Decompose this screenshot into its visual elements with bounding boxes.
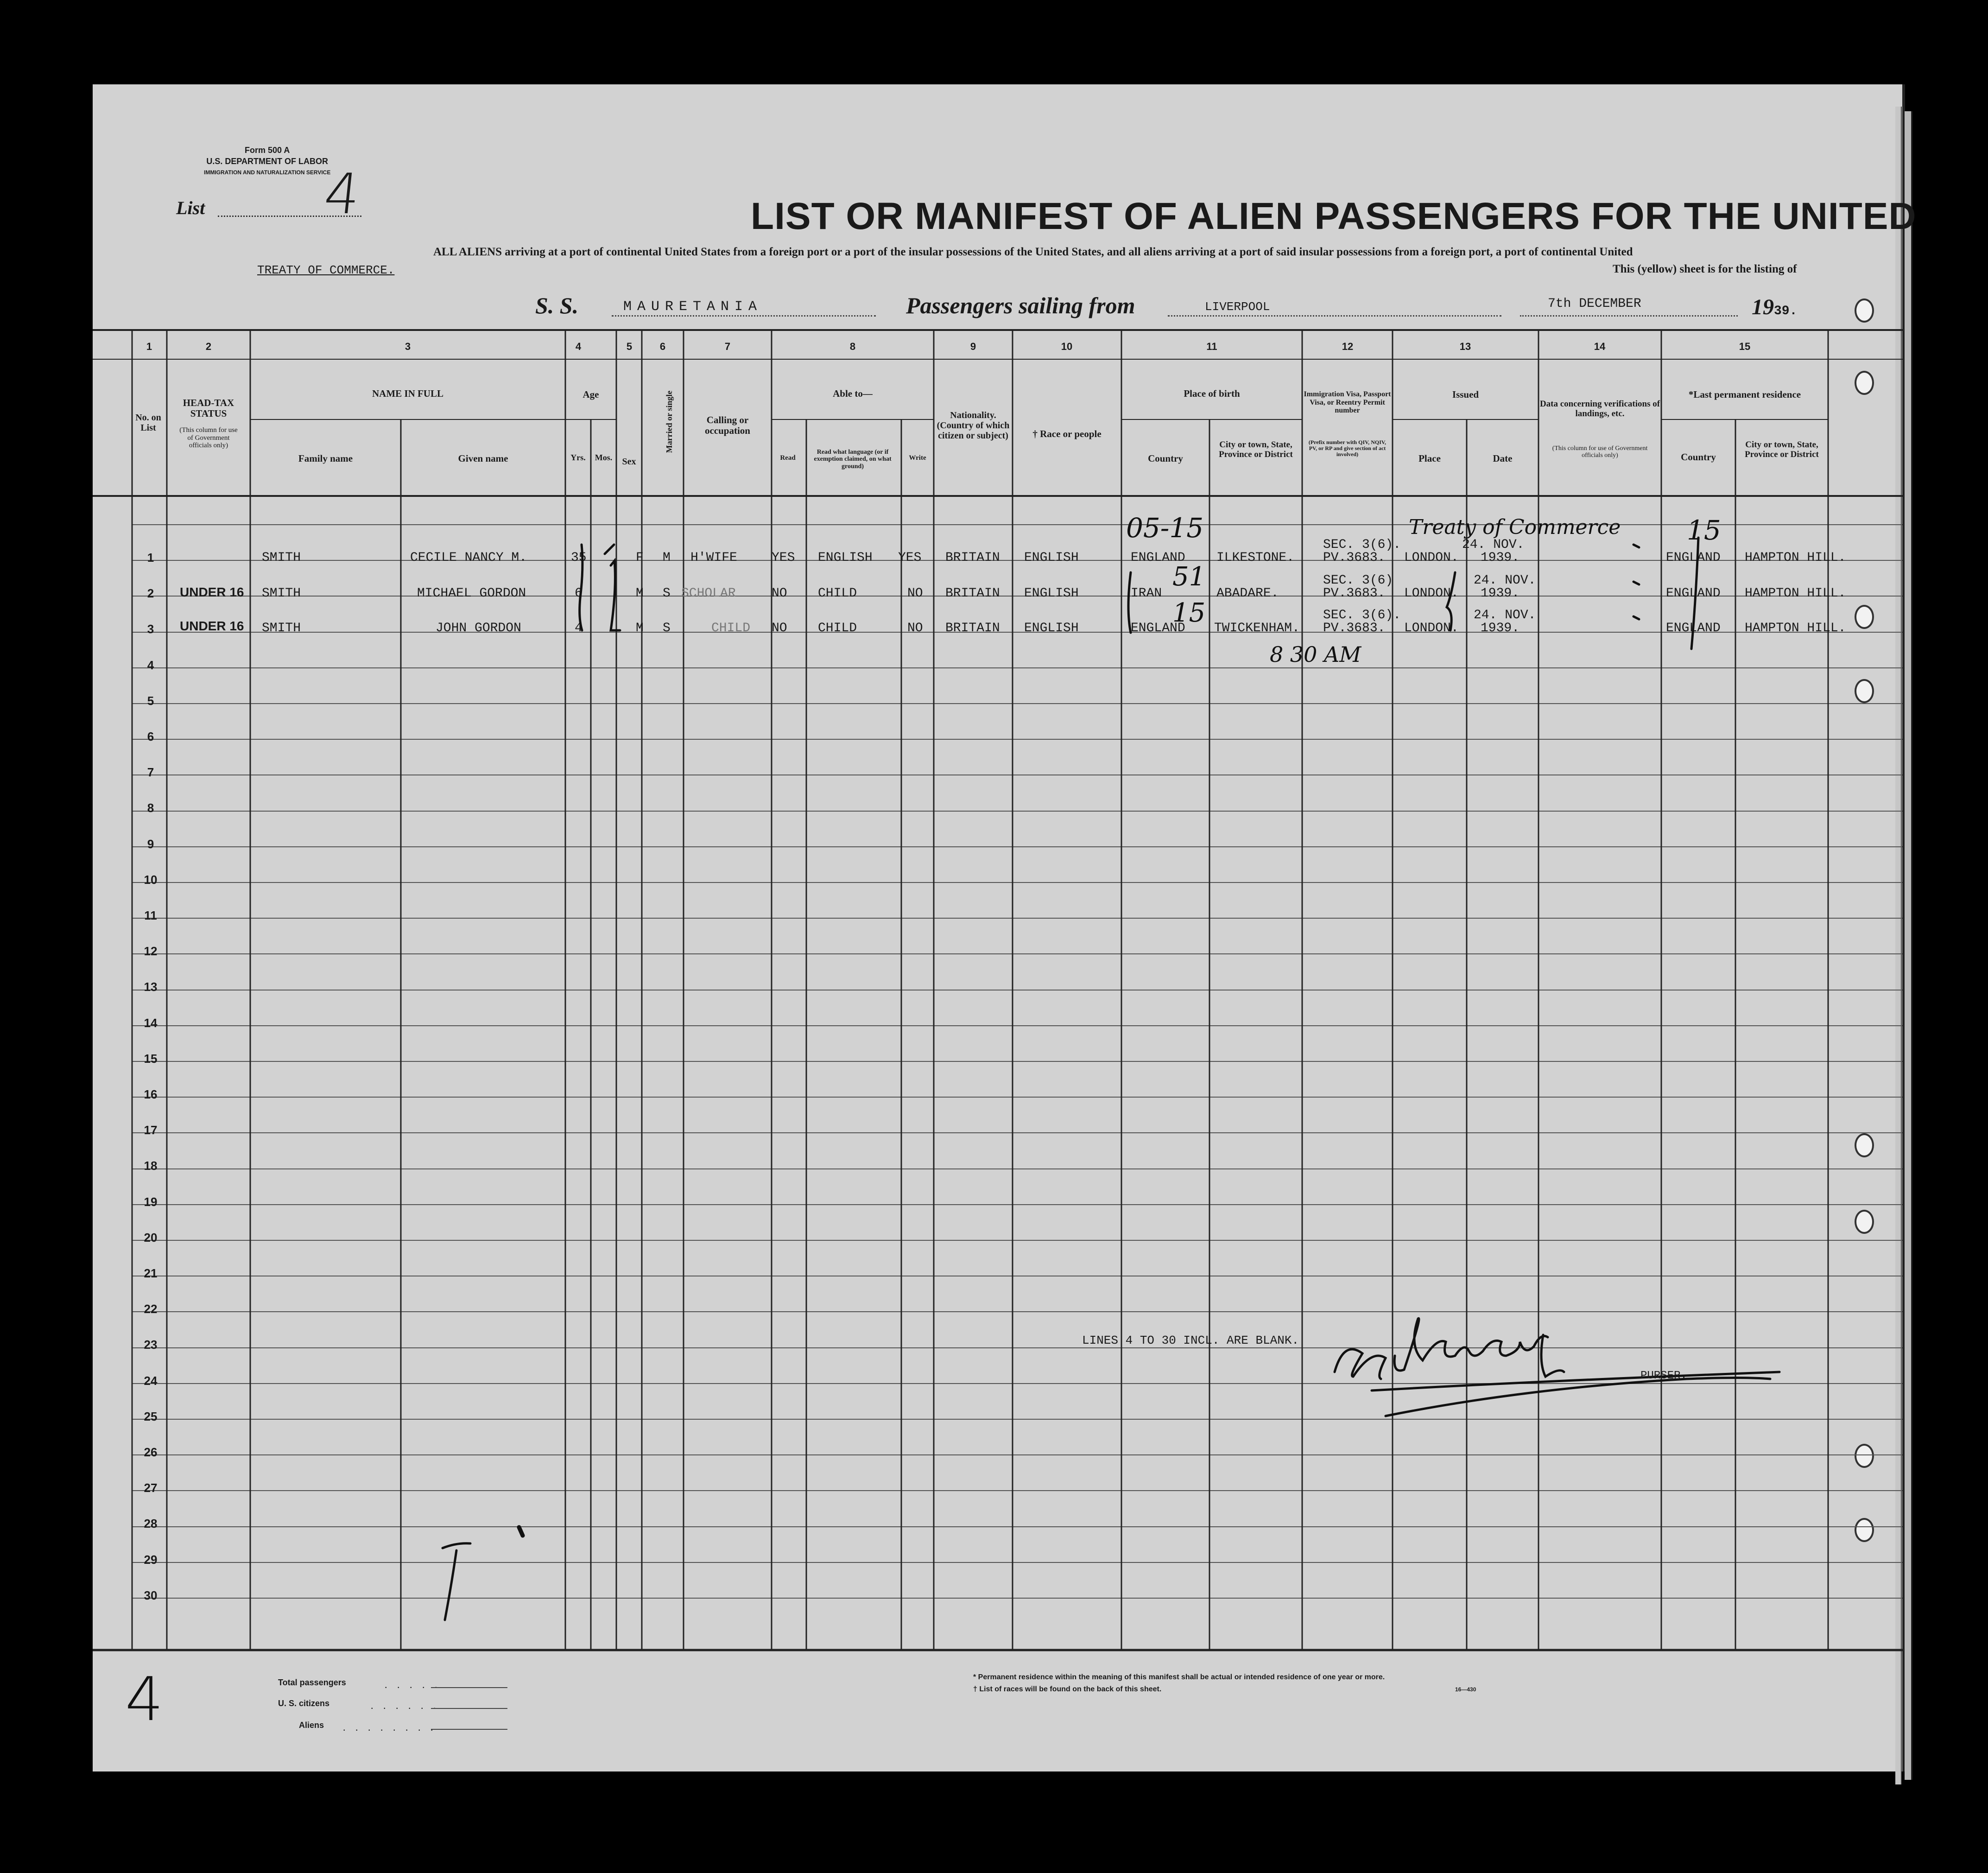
residence-city: HAMPTON HILL. — [1745, 551, 1846, 565]
signature-scrawl — [1335, 1318, 1779, 1416]
given-name: MICHAEL GORDON — [417, 586, 526, 601]
handwritten-treaty-note: Treaty of Commerce — [1409, 515, 1621, 539]
nationality: BRITAIN — [945, 586, 1000, 601]
row-number: 3 — [147, 622, 154, 636]
header-married: Married or single — [665, 390, 674, 453]
age-years: 4 — [575, 621, 582, 635]
dot-leader: . . . . . . — [371, 1700, 440, 1711]
read-language: CHILD — [818, 621, 857, 635]
header-residence-country: Country — [1681, 451, 1716, 463]
column-number: 7 — [724, 341, 731, 352]
issued-year: 1939. — [1481, 586, 1520, 601]
sex: M — [636, 586, 644, 601]
subtitle-2: This (yellow) sheet is for the listing of — [1613, 263, 1797, 275]
birth-city: ILKESTONE. — [1216, 551, 1295, 565]
header-head-tax: HEAD-TAX STATUS — [183, 397, 234, 419]
header-issued-date: Date — [1493, 453, 1513, 464]
race: ENGLISH — [1024, 621, 1079, 635]
birth-country: ENGLAND — [1131, 621, 1185, 635]
header-head-tax-note: (This column for use of Government officials only) — [179, 426, 238, 449]
sailing-date: 7th DECEMBER — [1548, 297, 1641, 311]
can-read: YES — [772, 551, 795, 565]
row-number: 12 — [144, 944, 158, 958]
blank-lines-note: LINES 4 TO 30 INCL. ARE BLANK. — [1082, 1333, 1299, 1347]
residence-country: ENGLAND — [1666, 621, 1721, 635]
residence-city: HAMPTON HILL. — [1745, 621, 1846, 635]
sailing-label: Passengers sailing from — [906, 292, 1135, 318]
sex: M — [636, 621, 644, 635]
row-number: 21 — [144, 1266, 158, 1280]
nationality: BRITAIN — [945, 551, 1000, 565]
visa-section: SEC. 3(6). — [1323, 538, 1401, 552]
header-issued-place: Place — [1418, 453, 1441, 464]
row-number: 20 — [144, 1231, 158, 1244]
verification-tick-mark — [1633, 545, 1639, 619]
row-number: 13 — [144, 980, 158, 994]
column-number: 12 — [1342, 341, 1354, 352]
birth-country: IRAN — [1131, 586, 1162, 601]
issued-day: 24. NOV. — [1474, 608, 1536, 622]
issued-place: LONDON. — [1404, 551, 1459, 565]
footer-line — [431, 1708, 507, 1709]
row-number: 4 — [147, 658, 154, 672]
row-number: 5 — [147, 694, 154, 708]
dot-leader: . . . . . . . . — [343, 1721, 437, 1733]
family-name: SMITH — [262, 551, 301, 565]
can-read: NO — [772, 621, 787, 635]
column-number: 1 — [146, 341, 152, 352]
header-given-name: Given name — [458, 453, 508, 464]
sex: F — [636, 551, 644, 565]
row-number: 25 — [144, 1410, 158, 1423]
header-write: Write — [909, 454, 926, 462]
marital-status: S — [663, 621, 671, 635]
row-number: 6 — [147, 730, 154, 743]
year-prefix: 19 — [1752, 295, 1774, 319]
issued-year: 1939. — [1481, 621, 1520, 635]
column-number: 8 — [849, 341, 856, 352]
handwritten-code: 15 — [1687, 514, 1721, 546]
treaty-label: TREATY OF COMMERCE. — [257, 263, 395, 277]
visa-number: PV.3683. — [1323, 586, 1386, 601]
dot-leader: . . . . . — [385, 1679, 441, 1690]
occupation: SCHOLAR — [681, 586, 736, 601]
row-number: 27 — [144, 1481, 158, 1495]
row-number: 22 — [144, 1302, 158, 1316]
marital-status: S — [663, 586, 671, 601]
footer-us-citizens: U. S. citizens — [278, 1699, 330, 1708]
residence-country: ENGLAND — [1666, 551, 1721, 565]
column-number: 14 — [1594, 341, 1606, 352]
purser-label: PURSER. — [1640, 1370, 1687, 1382]
header-family-name: Family name — [298, 453, 353, 464]
header-able-to: Able to— — [833, 388, 873, 399]
column-number: 2 — [205, 341, 212, 352]
row-number: 16 — [144, 1087, 158, 1101]
occupation: CHILD — [711, 621, 751, 635]
header-birth-city: City or town, State, Province or District — [1219, 440, 1293, 459]
given-name: CECILE NANCY M. — [410, 551, 527, 565]
issued-day: 24. NOV. — [1474, 573, 1536, 588]
handwritten-time-note: 8 30 AM — [1270, 642, 1361, 667]
header-verification-note: (This column for use of Government officials only) — [1552, 445, 1648, 459]
column-number: 13 — [1459, 341, 1471, 352]
header-read: Read — [780, 454, 796, 462]
family-name: SMITH — [262, 586, 301, 601]
race: ENGLISH — [1024, 586, 1079, 601]
footer-note-residence: * Permanent residence within the meaning of this manifest shall be actual or intended residence of one year or more. — [973, 1673, 1385, 1681]
issued-place: LONDON. — [1404, 621, 1459, 635]
row-number: 28 — [144, 1517, 158, 1530]
row-number: 14 — [144, 1016, 158, 1030]
birth-city: TWICKENHAM. — [1214, 621, 1300, 635]
footer-aliens: Aliens — [299, 1721, 324, 1730]
header-age: Age — [582, 389, 599, 400]
header-no-on-list: No. on List — [135, 413, 161, 433]
marital-status: M — [663, 551, 671, 565]
header-mos: Mos. — [595, 453, 613, 462]
footer-note-races: † List of races will be found on the back of this sheet. — [973, 1685, 1162, 1693]
visa-section: SEC. 3(6) — [1323, 573, 1393, 588]
row-number: 23 — [144, 1338, 158, 1352]
header-calling: Calling or occupation — [704, 414, 750, 437]
can-write: YES — [898, 551, 922, 565]
column-number: 9 — [970, 341, 976, 352]
row-number: 24 — [144, 1374, 158, 1388]
head-tax-status: UNDER 16 — [180, 619, 244, 633]
column-number: 3 — [405, 341, 411, 352]
issued-bracket-mark — [1447, 572, 1455, 630]
birth-country: ENGLAND — [1131, 551, 1185, 565]
can-write: NO — [907, 586, 923, 601]
header-residence-city: City or town, State, Province or District — [1745, 440, 1819, 459]
handwritten-page-number: 4 — [125, 1664, 164, 1734]
age-check-mark — [580, 545, 582, 630]
header-visa: Immigration Visa, Passport Visa, or Reentry Permit number — [1304, 390, 1391, 415]
ship-name: MAURETANIA — [623, 299, 763, 315]
given-name: JOHN GORDON — [436, 621, 521, 635]
form-number-text: Form 500 A — [244, 146, 290, 155]
header-nationality: Nationality. (Country of which citizen or subject) — [937, 410, 1010, 441]
tally-mark — [443, 1543, 470, 1620]
row-number: 19 — [144, 1195, 158, 1209]
header-verification: Data concerning verifications of landings, etc. — [1539, 399, 1660, 419]
port-name: LIVERPOOL — [1205, 300, 1270, 314]
list-number: 4 — [321, 162, 363, 227]
occupation: H'WIFE — [690, 551, 737, 565]
header-sex: Sex — [622, 457, 636, 467]
row-number: 10 — [144, 873, 158, 887]
birth-bracket-mark — [1128, 572, 1131, 633]
column-number: 4 — [575, 341, 582, 352]
column-number: 10 — [1061, 341, 1073, 352]
issued-day: 24. NOV. — [1462, 538, 1525, 552]
can-write: NO — [907, 621, 923, 635]
list-label: List — [176, 197, 205, 218]
row-number: 18 — [144, 1159, 158, 1173]
birth-city: ABADARE. — [1216, 586, 1279, 601]
header-place-of-birth: Place of birth — [1184, 388, 1240, 399]
issued-year: 1939. — [1481, 551, 1520, 565]
row-number: 2 — [147, 586, 154, 600]
column-number: 11 — [1206, 341, 1217, 352]
handwritten-code: 51 — [1172, 562, 1206, 592]
row-number: 11 — [144, 908, 157, 922]
header-read-language: Read what language (or if exemption claimed, on what ground) — [814, 449, 892, 470]
header-name-in-full: NAME IN FULL — [372, 388, 443, 399]
visa-number: PV.3683. — [1323, 621, 1386, 635]
footer-total-passengers: Total passengers — [278, 1678, 346, 1687]
footer-line — [431, 1729, 507, 1730]
visa-section: SEC. 3(6). — [1323, 608, 1401, 622]
header-visa-note: (Prefix number with QIV, NQIV, PV, or RP and give section of act involved) — [1308, 439, 1387, 458]
row-number: 1 — [147, 551, 154, 565]
year-suffix: 39. — [1774, 304, 1798, 318]
can-read: NO — [772, 586, 787, 601]
header-last-residence: *Last permanent residence — [1688, 389, 1801, 400]
row-number: 15 — [144, 1052, 158, 1066]
page-title: LIST OR MANIFEST OF ALIEN PASSENGERS FOR THE UNITED — [751, 195, 1917, 237]
row-number: 26 — [144, 1445, 158, 1459]
row-number: 29 — [144, 1553, 158, 1567]
service-name: IMMIGRATION AND NATURALIZATION SERVICE — [204, 169, 331, 176]
nationality: BRITAIN — [945, 621, 1000, 635]
residence-city: HAMPTON HILL. — [1745, 586, 1846, 601]
column-number: 6 — [659, 341, 666, 352]
age-years: 6 — [575, 586, 582, 601]
header-birth-country: Country — [1148, 453, 1183, 464]
residence-bracket-mark — [1691, 538, 1698, 649]
read-language: ENGLISH — [818, 551, 873, 565]
age-check-mark — [605, 545, 620, 630]
family-name: SMITH — [262, 621, 301, 635]
handwritten-code: 05-15 — [1126, 512, 1204, 544]
row-number: 9 — [147, 837, 154, 851]
row-number: 17 — [144, 1123, 158, 1137]
header-issued: Issued — [1452, 389, 1479, 400]
residence-country: ENGLAND — [1666, 586, 1721, 601]
issued-place: LONDON. — [1404, 586, 1459, 601]
header-yrs: Yrs. — [570, 453, 586, 462]
row-number: 7 — [147, 765, 154, 779]
head-tax-status: UNDER 16 — [180, 585, 244, 599]
subtitle: ALL ALIENS arriving at a port of continental United States from a foreign port or a port of the insular possessions of the United States, and all aliens arriving at a port of said insular possessions from a foreign port, a port of continental United — [433, 246, 1633, 258]
ss-label: S. S. — [535, 292, 579, 318]
tally-mark — [519, 1527, 523, 1536]
column-number: 15 — [1739, 341, 1751, 352]
handwritten-code: 15 — [1172, 598, 1206, 628]
header-race: † Race or people — [1032, 428, 1102, 439]
footer-form-code: 16—430 — [1455, 1686, 1476, 1693]
footer-line — [431, 1687, 507, 1688]
row-number: 8 — [147, 801, 154, 815]
race: ENGLISH — [1024, 551, 1079, 565]
age-years: 35 — [571, 551, 587, 565]
department-name: U.S. DEPARTMENT OF LABOR — [206, 157, 328, 166]
read-language: CHILD — [818, 586, 857, 601]
visa-number: PV.3683. — [1323, 551, 1386, 565]
row-number: 30 — [144, 1588, 158, 1602]
column-number: 5 — [626, 341, 633, 352]
